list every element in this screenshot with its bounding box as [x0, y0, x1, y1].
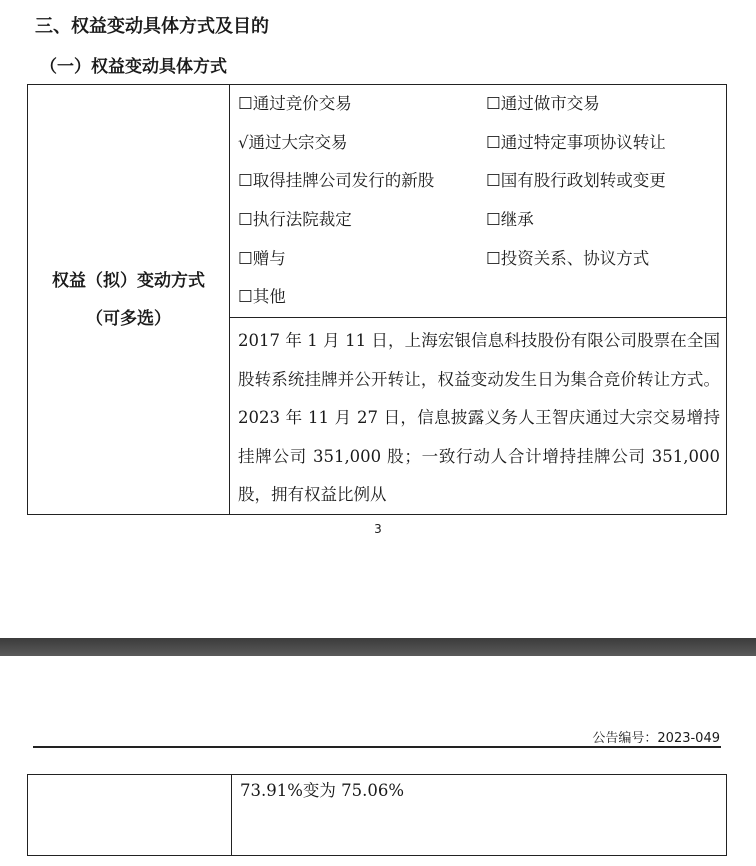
option-state-share-transfer: ☐国有股行政划转或变更 [486, 171, 666, 191]
document-page-2 [0, 656, 756, 866]
option-other: ☐其他 [238, 287, 286, 307]
option-new-shares: ☐取得挂牌公司发行的新股 [238, 171, 435, 191]
continued-description: 73.91%变为 75.06% [232, 775, 727, 856]
option-investment-relation: ☐投资关系、协议方式 [486, 248, 650, 268]
option-specific-agreement-transfer: ☐通过特定事项协议转让 [486, 132, 666, 152]
change-method-label-cell [28, 85, 230, 515]
continued-table [27, 774, 727, 856]
announcement-number: 公告编号：2023-049 [592, 731, 720, 746]
option-block-trade: √通过大宗交易 [238, 132, 348, 152]
options-cell [230, 85, 727, 318]
option-inheritance: ☐继承 [486, 210, 534, 230]
option-gift: ☐赠与 [238, 248, 286, 268]
continued-label-cell [28, 775, 232, 856]
options-grid [230, 85, 726, 317]
multi-select-note: （可多选） [86, 308, 171, 329]
option-market-making-trade: ☐通过做市交易 [486, 94, 600, 113]
section-title: 三、权益变动具体方式及目的 [35, 16, 269, 37]
change-description: 2017 年 1 月 11 日，上海宏银信息科技股份有限公司股票在全国股转系统挂牌并公开转让，权益变动发生日为集合竞价转让方式。2023 年 11 月 27 日，信息披露义务人王智庆通过大宗交易增持挂牌公司 351,000 股；一致行动人合计增持挂牌公司 351,000 股，拥有权益比例从 [238, 331, 720, 505]
page-separator [0, 638, 756, 656]
description-cell [230, 318, 727, 515]
sub-section-title: （一）权益变动具体方式 [40, 57, 227, 77]
option-bidding-trade: ☐通过竞价交易 [238, 94, 352, 113]
page-number: 3 [374, 522, 382, 536]
option-court-ruling: ☐执行法院裁定 [238, 210, 352, 230]
header-rule [33, 746, 721, 748]
change-method-label: 权益（拟）变动方式 [52, 270, 205, 291]
equity-change-table [27, 84, 727, 515]
